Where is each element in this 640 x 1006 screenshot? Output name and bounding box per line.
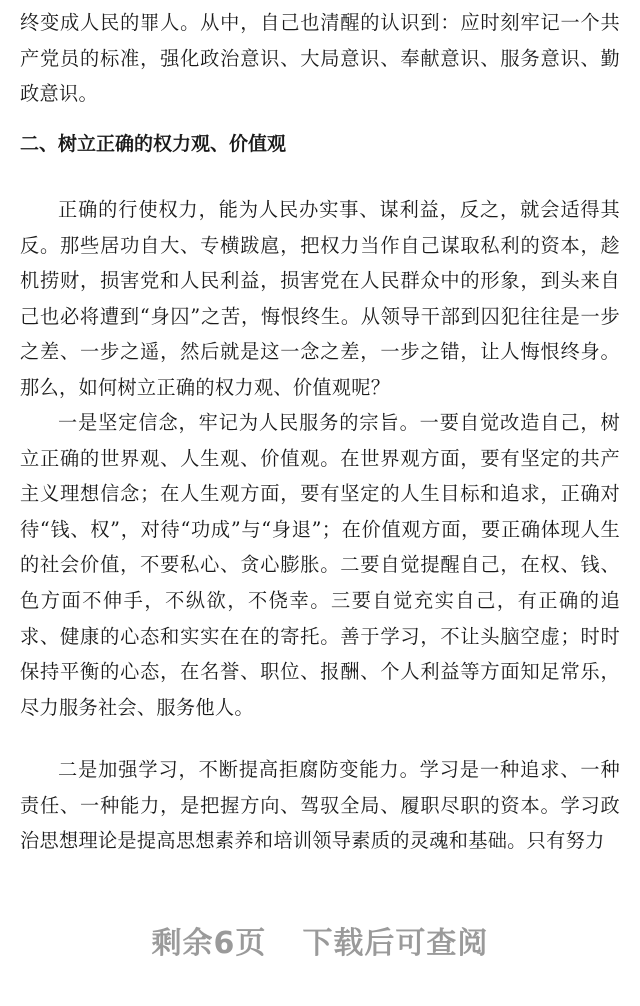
- download-prompt-label[interactable]: 下载后可查阅: [302, 926, 489, 961]
- paragraph-intro: 终变成人民的罪人。从中，自己也清醒的认识到：应时刻牢记一个共产党员的标准，强化政治意识、大局意识、奉献意识、服务意识、勤政意识。: [20, 11, 620, 106]
- paragraph-power-view: 正确的行使权力，能为人民办实事、谋利益，反之，就会适得其反。那些居功自大、专横跋扈，把权力当作自己谋取私利的资本，趁机捞财，损害党和人民利益，损害党在人民群众中的形象，到头来自己也必将遭到“身囚”之苦，悔恨终生。从领导干部到囚犯往往是一步之差、一步之遥，然后就是这一念之差，一步之错，让人悔恨终身。那么，如何树立正确的权力观、价值观呢？: [20, 198, 620, 399]
- paragraph-strengthen-learning: 二是加强学习，不断提高拒腐防变能力。学习是一种追求、一种责任、一种能力，是把握方向、驾驭全局、履职尽职的资本。学习政治思想理论是提高思想素养和培训领导素质的灵魂和基础。只有努力: [20, 758, 620, 853]
- remaining-pages-label[interactable]: 剩余6页: [151, 926, 267, 961]
- paragraph-firm-belief: 一是坚定信念，牢记为人民服务的宗旨。一要自觉改造自己，树立正确的世界观、人生观、价值观。在世界观方面，要有坚定的共产主义理想信念；在人生观方面，要有坚定的人生目标和追求，正确对待“钱、权”，对待“功成”与“身退”；在价值观方面，要正确体现人生的社会价值，不要私心、贪心膨胀。二要自觉提醒自己，在权、钱、色方面不伸手，不纵欲，不侥幸。三要自觉充实自己，有正确的追求、健康的心态和实实在在的寄托。善于学习，不让头脑空虚；时时保持平衡的心态，在名誉、职位、报酬、个人利益等方面知足常乐，尽力服务社会、服务他人。: [20, 411, 620, 719]
- download-banner[interactable]: [0, 922, 640, 966]
- section-heading: 二、树立正确的权力观、价值观: [20, 133, 287, 155]
